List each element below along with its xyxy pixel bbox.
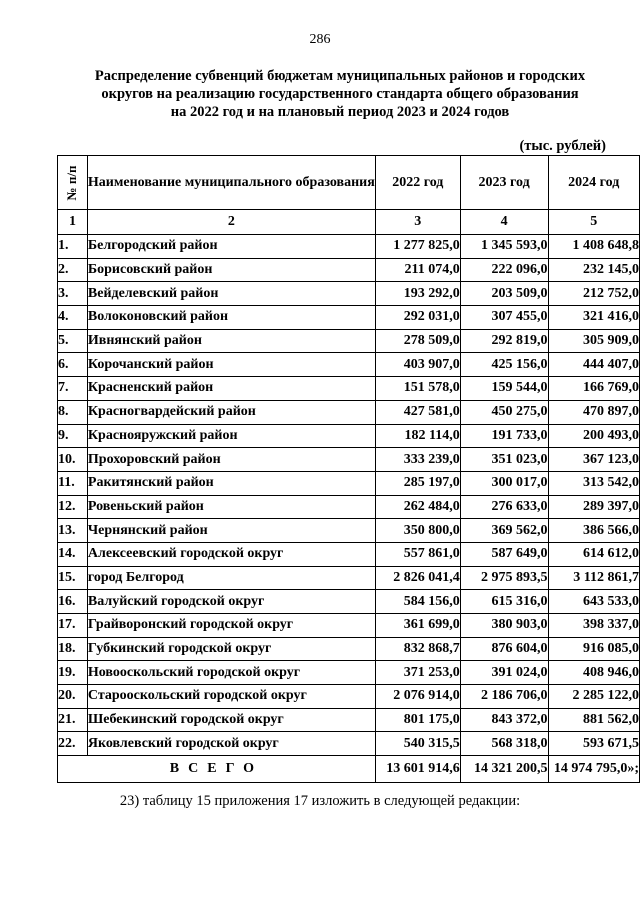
value-2022: 292 031,0 (375, 306, 460, 330)
table-row (58, 471, 640, 495)
total-2023: 14 321 200,5 (460, 756, 548, 783)
value-2022: 333 239,0 (375, 448, 460, 472)
units-label: (тыс. рублей) (519, 138, 606, 154)
value-2022: 278 509,0 (375, 329, 460, 353)
table-row (58, 732, 640, 756)
value-2024: 313 542,0 (548, 471, 640, 495)
value-2024: 408 946,0 (548, 661, 640, 685)
municipality-name: Красненский район (87, 377, 375, 401)
value-2022: 540 315,5 (375, 732, 460, 756)
document-title (60, 67, 620, 121)
total-2024: 14 974 795,0»; (548, 756, 640, 783)
row-number: 20. (58, 685, 88, 709)
value-2024: 212 752,0 (548, 282, 640, 306)
header-number: № п/п (58, 156, 88, 210)
municipality-name: Старооскольский городской округ (87, 685, 375, 709)
municipality-name: Грайворонский городской округ (87, 614, 375, 638)
row-number: 16. (58, 590, 88, 614)
row-number: 22. (58, 732, 88, 756)
value-2023: 222 096,0 (460, 258, 548, 282)
municipality-name: Краснояружский район (87, 424, 375, 448)
subsidy-table (57, 155, 640, 783)
value-2023: 351 023,0 (460, 448, 548, 472)
value-2023: 568 318,0 (460, 732, 548, 756)
table-row (58, 590, 640, 614)
value-2022: 801 175,0 (375, 708, 460, 732)
amendment-note: 23) таблицу 15 приложения 17 изложить в следующей редакции: (119, 793, 521, 809)
municipality-name: Валуйский городской округ (87, 590, 375, 614)
value-2022: 211 074,0 (375, 258, 460, 282)
value-2022: 832 868,7 (375, 637, 460, 661)
value-2022: 371 253,0 (375, 661, 460, 685)
municipality-name: Волоконовский район (87, 306, 375, 330)
municipality-name: Ивнянский район (87, 329, 375, 353)
value-2024: 470 897,0 (548, 400, 640, 424)
value-2023: 300 017,0 (460, 471, 548, 495)
column-index: 4 (460, 210, 548, 235)
value-2022: 584 156,0 (375, 590, 460, 614)
header-name: Наименование муниципального образования (87, 156, 375, 210)
value-2024: 166 769,0 (548, 377, 640, 401)
row-number: 11. (58, 471, 88, 495)
municipality-name: Красногвардейский район (87, 400, 375, 424)
value-2023: 307 455,0 (460, 306, 548, 330)
title-line-1: Распределение субвенций бюджетам муниципальных районов и городских (94, 68, 586, 84)
row-number: 19. (58, 661, 88, 685)
row-number: 9. (58, 424, 88, 448)
municipality-name: Алексеевский городской округ (87, 542, 375, 566)
row-number: 3. (58, 282, 88, 306)
value-2024: 3 112 861,7 (548, 566, 640, 590)
value-2023: 2 186 706,0 (460, 685, 548, 709)
table-row (58, 708, 640, 732)
header-2022: 2022 год (375, 156, 460, 210)
value-2023: 369 562,0 (460, 519, 548, 543)
value-2022: 2 076 914,0 (375, 685, 460, 709)
value-2023: 615 316,0 (460, 590, 548, 614)
value-2022: 403 907,0 (375, 353, 460, 377)
value-2022: 557 861,0 (375, 542, 460, 566)
municipality-name: город Белгород (87, 566, 375, 590)
total-row (58, 756, 640, 783)
municipality-name: Ракитянский район (87, 471, 375, 495)
table-row (58, 637, 640, 661)
page-number: 286 (309, 32, 331, 47)
municipality-name: Губкинский городской округ (87, 637, 375, 661)
municipality-name: Новооскольский городской округ (87, 661, 375, 685)
value-2024: 444 407,0 (548, 353, 640, 377)
value-2022: 1 277 825,0 (375, 235, 460, 259)
value-2024: 643 533,0 (548, 590, 640, 614)
value-2024: 321 416,0 (548, 306, 640, 330)
column-index-row (58, 210, 640, 235)
table-row (58, 306, 640, 330)
total-2022: 13 601 914,6 (375, 756, 460, 783)
row-number: 12. (58, 495, 88, 519)
row-number: 7. (58, 377, 88, 401)
table-header-row (58, 156, 640, 210)
value-2022: 2 826 041,4 (375, 566, 460, 590)
value-2022: 193 292,0 (375, 282, 460, 306)
total-label: ВСЕГО (58, 756, 376, 783)
municipality-name: Корочанский район (87, 353, 375, 377)
table-row (58, 685, 640, 709)
municipality-name: Прохоровский район (87, 448, 375, 472)
row-number: 4. (58, 306, 88, 330)
row-number: 2. (58, 258, 88, 282)
value-2023: 276 633,0 (460, 495, 548, 519)
table-row (58, 566, 640, 590)
value-2023: 876 604,0 (460, 637, 548, 661)
value-2022: 427 581,0 (375, 400, 460, 424)
value-2023: 2 975 893,5 (460, 566, 548, 590)
table-row (58, 235, 640, 259)
header-2024: 2024 год (548, 156, 640, 210)
column-index: 1 (58, 210, 88, 235)
value-2022: 285 197,0 (375, 471, 460, 495)
value-2022: 182 114,0 (375, 424, 460, 448)
table-row (58, 448, 640, 472)
row-number: 1. (58, 235, 88, 259)
table-row (58, 282, 640, 306)
value-2024: 305 909,0 (548, 329, 640, 353)
value-2024: 398 337,0 (548, 614, 640, 638)
row-number: 17. (58, 614, 88, 638)
table-row (58, 661, 640, 685)
municipality-name: Белгородский район (87, 235, 375, 259)
row-number: 18. (58, 637, 88, 661)
row-number: 6. (58, 353, 88, 377)
table-body (58, 235, 640, 756)
value-2023: 391 024,0 (460, 661, 548, 685)
value-2022: 361 699,0 (375, 614, 460, 638)
value-2023: 380 903,0 (460, 614, 548, 638)
row-number: 10. (58, 448, 88, 472)
column-index: 5 (548, 210, 640, 235)
municipality-name: Шебекинский городской округ (87, 708, 375, 732)
title-line-2: округов на реализацию государственного стандарта общего образования (101, 86, 579, 102)
column-index: 2 (87, 210, 375, 235)
column-index: 3 (375, 210, 460, 235)
row-number: 8. (58, 400, 88, 424)
municipality-name: Борисовский район (87, 258, 375, 282)
row-number: 15. (58, 566, 88, 590)
value-2024: 1 408 648,8 (548, 235, 640, 259)
table-row (58, 424, 640, 448)
value-2022: 350 800,0 (375, 519, 460, 543)
table-row (58, 519, 640, 543)
row-number: 14. (58, 542, 88, 566)
value-2023: 292 819,0 (460, 329, 548, 353)
header-2023: 2023 год (460, 156, 548, 210)
value-2023: 843 372,0 (460, 708, 548, 732)
table-row (58, 258, 640, 282)
value-2022: 262 484,0 (375, 495, 460, 519)
value-2023: 159 544,0 (460, 377, 548, 401)
value-2024: 614 612,0 (548, 542, 640, 566)
value-2024: 916 085,0 (548, 637, 640, 661)
table-row (58, 542, 640, 566)
value-2023: 191 733,0 (460, 424, 548, 448)
table-row (58, 353, 640, 377)
row-number: 21. (58, 708, 88, 732)
value-2024: 386 566,0 (548, 519, 640, 543)
table-row (58, 329, 640, 353)
value-2024: 2 285 122,0 (548, 685, 640, 709)
value-2023: 425 156,0 (460, 353, 548, 377)
value-2023: 587 649,0 (460, 542, 548, 566)
municipality-name: Вейделевский район (87, 282, 375, 306)
municipality-name: Ровеньский район (87, 495, 375, 519)
row-number: 5. (58, 329, 88, 353)
row-number: 13. (58, 519, 88, 543)
value-2023: 203 509,0 (460, 282, 548, 306)
value-2024: 232 145,0 (548, 258, 640, 282)
value-2023: 450 275,0 (460, 400, 548, 424)
municipality-name: Яковлевский городской округ (87, 732, 375, 756)
title-line-3: на 2022 год и на плановый период 2023 и 2024 годов (170, 104, 510, 120)
value-2024: 367 123,0 (548, 448, 640, 472)
value-2022: 151 578,0 (375, 377, 460, 401)
table-row (58, 614, 640, 638)
value-2023: 1 345 593,0 (460, 235, 548, 259)
value-2024: 200 493,0 (548, 424, 640, 448)
value-2024: 289 397,0 (548, 495, 640, 519)
value-2024: 881 562,0 (548, 708, 640, 732)
value-2024: 593 671,5 (548, 732, 640, 756)
table-row (58, 495, 640, 519)
table-row (58, 377, 640, 401)
municipality-name: Чернянский район (87, 519, 375, 543)
table-row (58, 400, 640, 424)
